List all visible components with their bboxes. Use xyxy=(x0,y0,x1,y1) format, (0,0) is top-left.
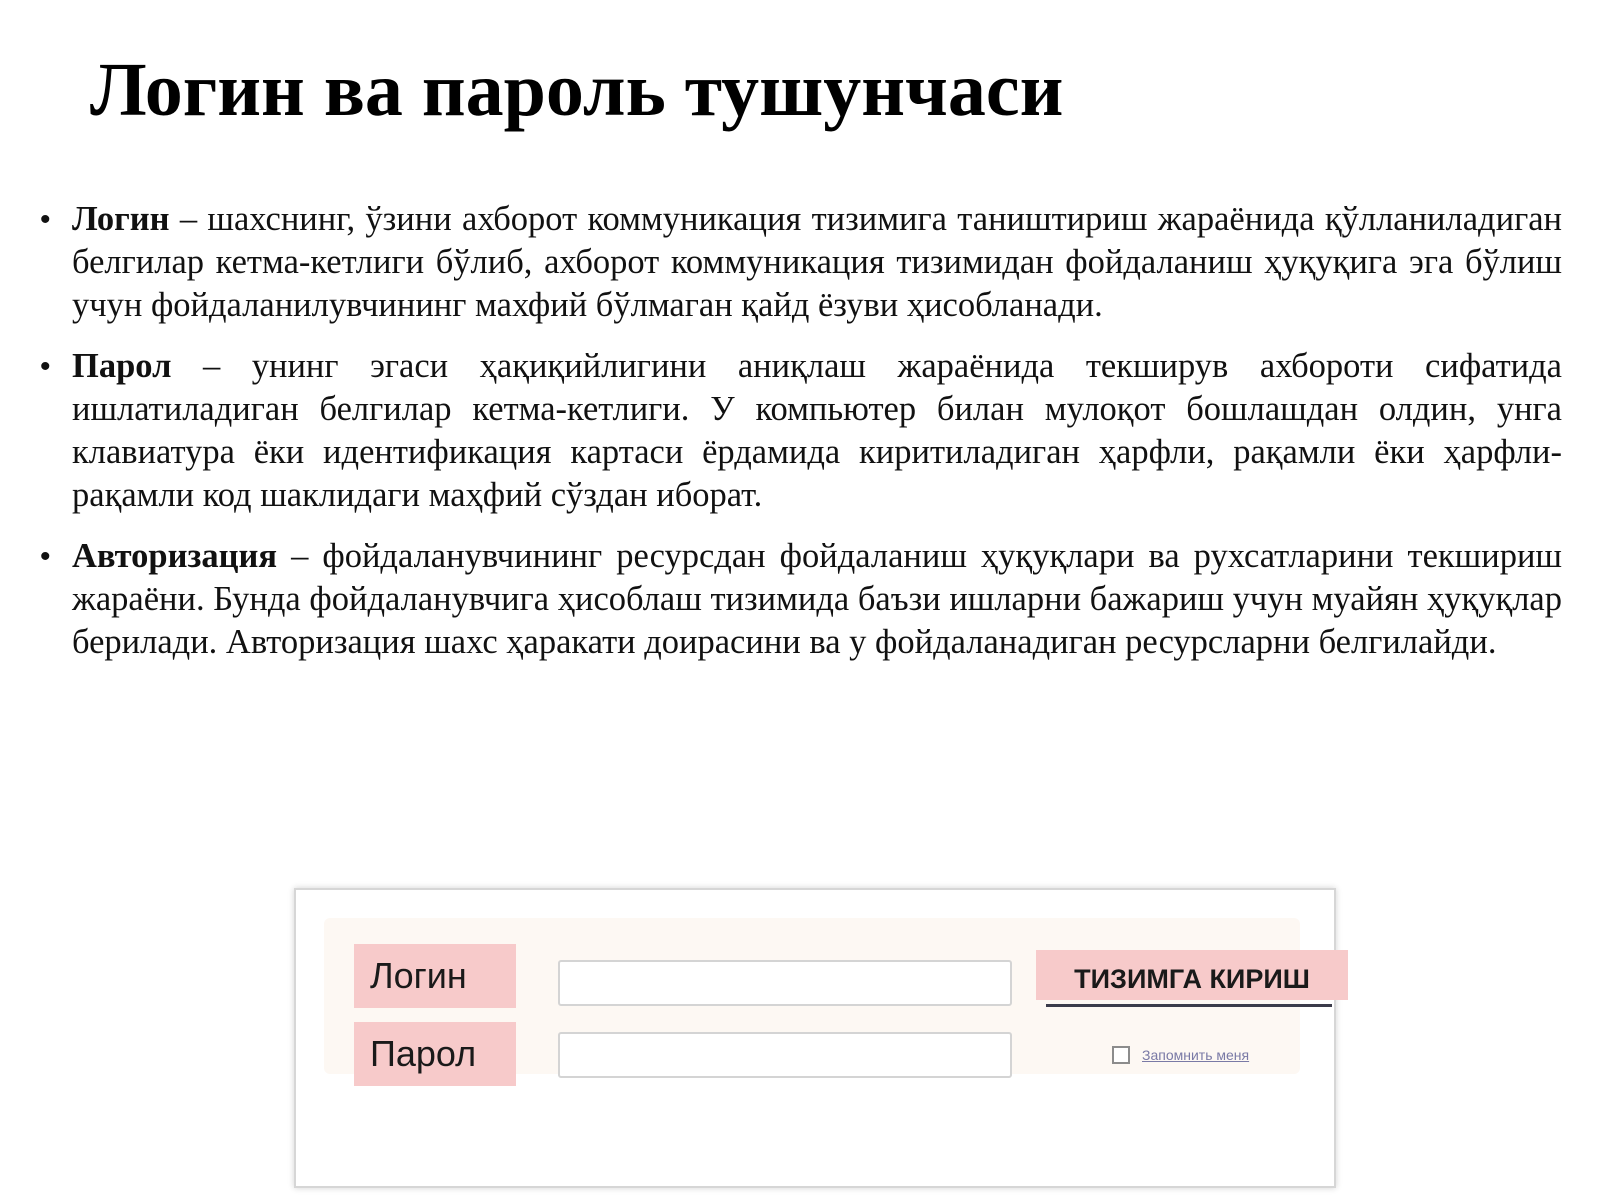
login-form-illustration xyxy=(294,888,1336,1188)
bullet-password-definition xyxy=(40,345,1562,517)
remember-me-row xyxy=(1112,1044,1249,1066)
bullet-authorization-definition xyxy=(40,535,1562,664)
bullet-icon: • xyxy=(40,540,51,573)
slide-title: Логин ва пароль тушунчаси xyxy=(90,48,1064,132)
term-password: Парол xyxy=(72,347,172,385)
login-submit-button[interactable] xyxy=(1036,950,1348,1000)
definition-text: – шахснинг, ўзини ахборот коммуникация тизимига таништириш жараёнида қўлланиладиган белгилар кетма-кетлиги бўлиб, ахборот коммуникация тизимидан фойдаланиш ҳуқуқига эга бўлиш учун фойдаланилувчининг махфий бўлмаган қайд ёзуви ҳисобланади. xyxy=(72,200,1562,324)
term-authorization: Авторизация xyxy=(72,537,278,575)
remember-me-link[interactable]: Запомнить меня xyxy=(1142,1047,1250,1063)
definition-text: – унинг эгаси ҳақиқийлигини аниқлаш жараёнида текширув ахбороти сифатида ишлатиладиган белгилар кетма-кетлиги. У компьютер билан мулоқот бошлашдан олдин, унга клавиатура ёки идентификация картаси ёрдамида киритиладиган ҳарфли, рақамли ёки ҳарфли-рақамли код шаклидаги маҳфий сўздан иборат. xyxy=(72,347,1562,514)
password-input[interactable] xyxy=(558,1032,1012,1078)
bullet-login-definition xyxy=(40,198,1562,327)
login-button-underline xyxy=(1046,1004,1332,1007)
definition-list xyxy=(40,198,1562,682)
bullet-icon: • xyxy=(40,203,51,236)
remember-me-checkbox[interactable] xyxy=(1112,1046,1130,1064)
login-label: Логин xyxy=(354,944,516,1008)
bullet-icon: • xyxy=(40,350,51,383)
term-login: Логин xyxy=(72,200,170,238)
login-submit-label: ТИЗИМГА КИРИШ xyxy=(1074,964,1310,994)
login-form-panel xyxy=(324,918,1310,1074)
password-label: Парол xyxy=(354,1022,516,1086)
login-input[interactable] xyxy=(558,960,1012,1006)
definition-text: – фойдаланувчининг ресурсдан фойдаланиш ҳуқуқлари ва рухсатларини текшириш жараёни. Бунда фойдаланувчига ҳисоблаш тизимида баъзи ишларни бажариш учун муайян ҳуқуқлар берилади. Авторизация шахс ҳаракати доирасини ва у фойдаланадиган ресурсларни белгилайди. xyxy=(72,537,1562,661)
